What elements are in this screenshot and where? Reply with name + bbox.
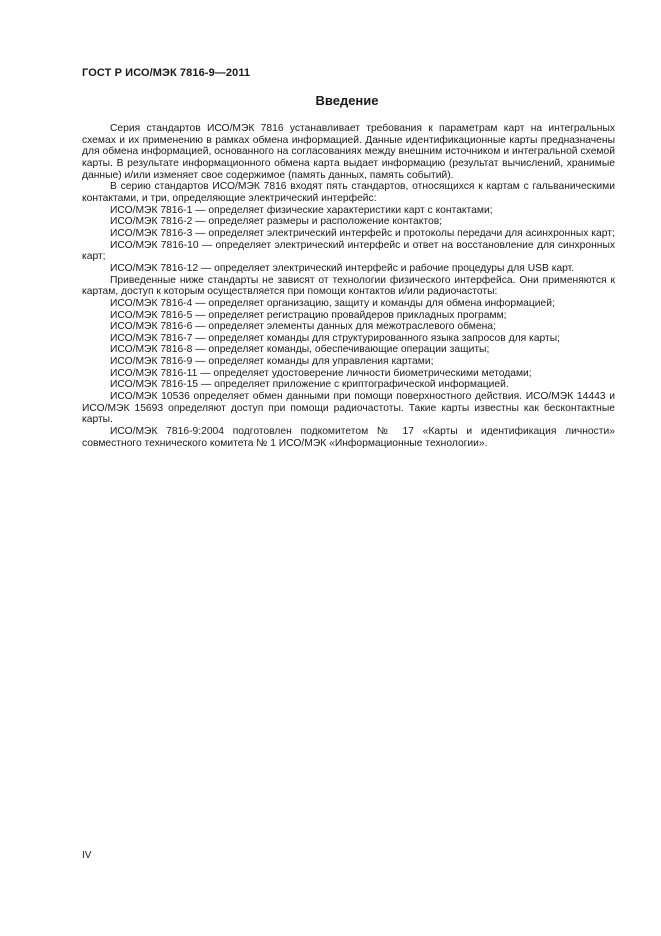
list-item: ИСО/МЭК 7816-6 — определяет элементы данных для межотраслевого обмена; (110, 321, 496, 333)
list-item: ИСО/МЭК 7816-7 — определяет команды для структурированного языка запросов для карты; (110, 332, 560, 344)
list-item: ИСО/МЭК 7816-12 — определяет электрический интерфейс и рабочие процедуры для USB карт. (110, 262, 575, 274)
list-item: ИСО/МЭК 7816-1 — определяет физические характеристики карт с контактами; (110, 204, 493, 216)
list-item: ИСО/МЭК 7816-9 — определяет команды для управления картами; (110, 356, 434, 368)
paragraph-contactless-cards: ИСО/МЭК 10536 определяет обмен данными при помощи поверхностного действия. ИСО/МЭК 14443 и ИСО/МЭК 15693 определяют доступ при помощи радиочастоты. Такие карты известны как бесконтактные карты. (82, 391, 615, 426)
paragraph-preparation-note: ИСО/МЭК 7816-9:2004 подготовлен подкомитетом № 17 «Карты и идентификация личности» совместного технического комитета № 1 ИСО/МЭК «Информационные технологии». (82, 426, 615, 449)
list-item: ИСО/МЭК 7816-8 — определяет команды, обеспечивающие операции защиты; (110, 344, 490, 356)
list-item: ИСО/МЭК 7816-15 — определяет приложение с криптографической информацией. (110, 379, 509, 391)
list-item: ИСО/МЭК 7816-4 — определяет организацию, защиту и команды для обмена информацией; (110, 297, 555, 309)
paragraph-contact-standards-intro: В серию стандартов ИСО/МЭК 7816 входят пять стандартов, относящихся к картам с гальваническими контактами, и три, определяющие электрический интерфейс: (82, 181, 615, 204)
list-item: ИСО/МЭК 7816-5 — определяет регистрацию провайдеров прикладных программ; (110, 309, 507, 321)
list-item: ИСО/МЭК 7816-3 — определяет электрический интерфейс и протоколы передачи для асинхронных карт; (110, 227, 615, 239)
list-item: ИСО/МЭК 7816-11 — определяет удостоверение личности биометрическими методами; (110, 367, 532, 379)
list-item: ИСО/МЭК 7816-2 — определяет размеры и расположение контактов; (110, 216, 443, 228)
paragraph-interface-independent-intro: Приведенные ниже стандарты не зависят от технологии физического интерфейса. Они применяются к картам, доступ к которым осуществляется при помощи контактов и/или радиочастоты: (82, 274, 615, 298)
section-title: Введение (315, 93, 379, 108)
paragraph-series-overview: Серия стандартов ИСО/МЭК 7816 устанавливает требования к параметрам карт на интегральных схемах и их применению в рамках обмена информацией. Данные идентификационные карты предназначены для обмена информацией, основанного на согласованиях между внешним источником и интегральной схемой карты. В результате информационного обмена карта выдает информацию (результат вычислений, хранимые данные) и/или изменяет свое содержимое (память данных, память событий). (82, 123, 615, 181)
list-item: ИСО/МЭК 7816-10 — определяет электрический интерфейс и ответ на восстановление для синхронных карт; (82, 239, 615, 263)
running-header: ГОСТ Р ИСО/МЭК 7816-9—2011 (82, 67, 251, 79)
page-number: IV (82, 850, 92, 861)
introduction-body (82, 123, 615, 449)
